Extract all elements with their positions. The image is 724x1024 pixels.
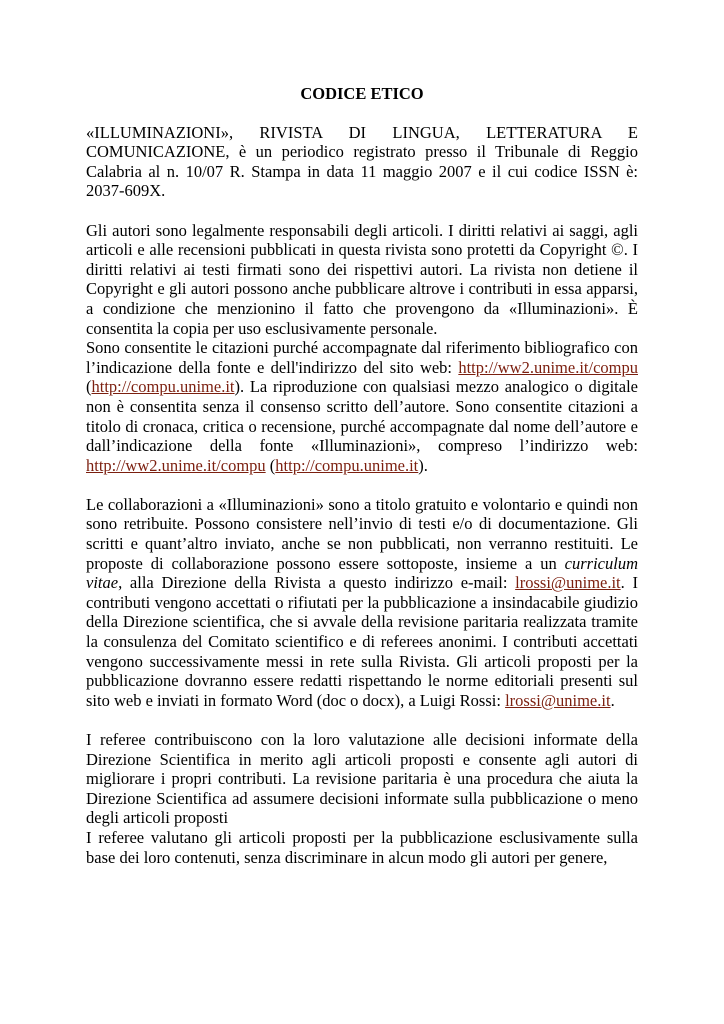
paragraph-text: I referee contribuiscono con la loro valutazione alle decisioni informate della Direzione Scientifica in merito agli articoli proposti e consente agli autori di migliorare i propri contributi. La revisione paritaria è una procedura che aiuta la Direzione Scientifica ad assumere decisioni informate sulla pubblicazione o meno degli articoli proposti <box>86 730 638 828</box>
site-link-compu[interactable]: http://compu.unime.it <box>275 455 419 475</box>
paragraph-text: . <box>610 690 615 710</box>
document-page <box>86 84 638 867</box>
email-link[interactable]: lrossi@unime.it <box>505 690 611 710</box>
paragraph-text: . I contributi vengono accettati o rifiutati per la pubblicazione a insindacabile giudizio della Direzione scientifica, che si avvale della revisione paritaria realizzata tramite la consulenza del Comitato scientifico e di referees anonimi. I contributi accettati vengono successivamente messi in rete sulla Rivista. Gli articoli proposti per la pubblicazione dovranno essere redatti rispettando le norme editoriali presenti sul sito web e inviati in formato Word (doc o docx), a Luigi Rossi: <box>86 573 638 710</box>
email-link[interactable]: lrossi@unime.it <box>515 573 621 593</box>
italic-term: curriculum vitae <box>86 553 638 593</box>
paragraph-text: ( <box>86 377 92 397</box>
paragraph-referee-evaluation <box>86 828 638 867</box>
paragraph-text: ). La riproduzione con qualsiasi mezzo analogico o digitale non è consentita senza il consenso scritto dell’autore. Sono consentite citazioni a titolo di cronaca, critica o recensione, purché accompagnate dal nome dell’autore e dall’indicazione della fonte «Illuminazioni», compreso l’indirizzo web: <box>86 377 638 456</box>
paragraph-citations <box>86 338 638 475</box>
paragraph-text: Le collaborazioni a «Illuminazioni» sono a titolo gratuito e volontario e quindi non sono retribuite. Possono consistere nell’invio di testi e/o di documentazione. Gli scritti e quant’altro inviato, anche se non pubblicati, non verranno restituiti. Le proposte di collaborazione possono essere sottoposte, insieme a un <box>86 494 638 573</box>
paragraph-text: «ILLUMINAZIONI», RIVISTA DI LINGUA, LETTERATURA E COMUNICAZIONE, è un periodico registrato presso il Tribunale di Reggio Calabria al n. 10/07 R. Stampa in data 11 maggio 2007 e il cui codice ISSN è: 2037-609X. <box>86 122 638 201</box>
paragraph-copyright <box>86 221 638 339</box>
paragraph-text: , alla Direzione della Rivista a questo indirizzo e-mail: <box>118 573 516 593</box>
paragraph-text: Gli autori sono legalmente responsabili degli articoli. I diritti relativi ai saggi, agli articoli e alle recensioni pubblicati in questa rivista sono protetti da Copyright ©. I diritti relativi ai testi firmati sono dei rispettivi autori. La rivista non detiene il Copyright e gli autori possono anche pubblicare altrove i contributi in essa apparsi, a condizione che menzionino il fatto che provengono da «Illuminazioni». È consentita la copia per uso esclusivamente personale. <box>86 220 638 338</box>
site-link-compu[interactable]: http://compu.unime.it <box>91 377 235 397</box>
paragraph-collaborations <box>86 495 638 711</box>
paragraph-registration <box>86 123 638 201</box>
document-title: CODICE ETICO <box>300 84 424 103</box>
paragraph-text: ( <box>265 455 276 475</box>
paragraph-text: Sono consentite le citazioni purché accompagnate dal riferimento bibliografico con l’indicazione della fonte e dell'indirizzo del sito web: <box>86 338 638 377</box>
paragraph-referee-role <box>86 730 638 828</box>
paragraph-text: I referee valutano gli articoli proposti per la pubblicazione esclusivamente sulla base dei loro contenuti, senza discriminare in alcun modo gli autori per genere, <box>86 827 638 867</box>
site-link-ww2[interactable]: http://ww2.unime.it/compu <box>86 455 266 475</box>
site-link-ww2[interactable]: http://ww2.unime.it/compu <box>458 357 638 377</box>
paragraph-text: ). <box>418 455 428 475</box>
